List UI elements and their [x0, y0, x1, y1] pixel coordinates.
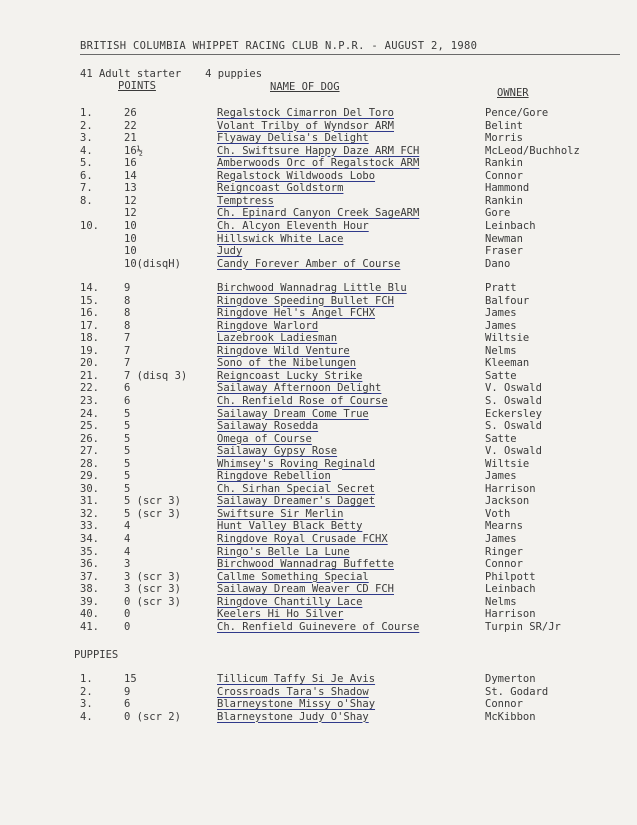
- place-cell: 18.: [80, 332, 99, 345]
- points-cell: 5: [124, 445, 131, 458]
- dog-name-cell: Regalstock Wildwoods Lobo: [217, 169, 376, 182]
- points-cell: 7 (disq 3): [124, 369, 188, 382]
- points-cell: 21: [124, 132, 137, 145]
- owner-cell: St. Godard: [485, 685, 549, 698]
- result-row: [0, 546, 637, 558]
- place-cell: 22.: [80, 382, 99, 395]
- place-cell: 5.: [80, 157, 93, 170]
- dog-name-cell: Tillicum Taffy Si Je Avis: [217, 673, 376, 685]
- result-row: [0, 420, 637, 432]
- owner-cell: Connor: [485, 698, 523, 711]
- result-row: [0, 583, 637, 595]
- dog-name-cell: Flyaway Delisa's Delight: [217, 132, 369, 145]
- result-row: [0, 596, 637, 608]
- owner-cell: Voth: [485, 507, 511, 520]
- owner-cell: Harrison: [485, 608, 536, 621]
- owner-cell: Fraser: [485, 245, 523, 258]
- points-cell: 3 (scr 3): [124, 583, 181, 596]
- dog-name-cell: Hunt Valley Black Betty: [217, 520, 363, 533]
- points-cell: 8: [124, 319, 131, 332]
- owner-header: OWNER: [497, 87, 529, 99]
- result-row: [0, 698, 637, 710]
- owner-cell: Leinbach: [485, 219, 536, 232]
- place-cell: 33.: [80, 520, 99, 533]
- dog-name-cell: Ringdove Speeding Bullet FCH: [217, 294, 395, 307]
- owner-cell: Nelms: [485, 344, 517, 357]
- place-cell: 34.: [80, 533, 99, 545]
- points-cell: 0 (scr 2): [124, 710, 181, 723]
- dog-name-cell: Ringdove Warlord: [217, 319, 319, 332]
- points-cell: 4: [124, 533, 131, 545]
- owner-cell: Pence/Gore: [485, 107, 549, 119]
- place-cell: 30.: [80, 482, 99, 495]
- dog-name-cell: Sailaway Gypsy Rose: [217, 445, 338, 458]
- owner-cell: Philpott: [485, 570, 536, 583]
- dog-name-cell: Blarneystone Judy O'Shay: [217, 710, 369, 723]
- place-cell: 17.: [80, 319, 99, 332]
- place-cell: 21.: [80, 369, 99, 382]
- points-cell: 16½: [124, 144, 143, 157]
- place-cell: 15.: [80, 294, 99, 307]
- points-cell: 10: [124, 219, 137, 232]
- title-rule: [80, 54, 620, 55]
- points-cell: 14: [124, 169, 137, 182]
- result-row: [0, 433, 637, 445]
- points-cell: 16: [124, 157, 137, 170]
- result-row: [0, 207, 637, 219]
- owner-cell: James: [485, 307, 517, 320]
- owner-cell: Dano: [485, 257, 511, 270]
- dog-name-cell: Lazebrook Ladiesman: [217, 332, 338, 345]
- result-row: [0, 458, 637, 470]
- result-row: [0, 495, 637, 507]
- points-cell: 9: [124, 282, 131, 294]
- result-row: [0, 307, 637, 319]
- place-cell: 35.: [80, 545, 99, 558]
- result-row: [0, 621, 637, 633]
- points-cell: 5: [124, 407, 131, 420]
- dog-name-cell: Hillswick White Lace: [217, 232, 344, 245]
- dog-name-cell: Callme Something Special: [217, 570, 369, 583]
- place-cell: 1.: [80, 673, 93, 685]
- points-cell: 3: [124, 558, 131, 571]
- owner-cell: Connor: [485, 169, 523, 182]
- place-cell: 3.: [80, 132, 93, 145]
- place-cell: 8.: [80, 194, 93, 207]
- dog-name-cell: Swiftsure Sir Merlin: [217, 507, 344, 520]
- dog-name-cell: Candy Forever Amber of Course: [217, 257, 401, 270]
- result-row: [0, 220, 637, 232]
- points-cell: 10: [124, 245, 137, 258]
- points-cell: 15: [124, 673, 137, 685]
- result-row: [0, 107, 637, 119]
- points-cell: 7: [124, 332, 131, 345]
- place-cell: 36.: [80, 558, 99, 571]
- owner-cell: James: [485, 533, 517, 545]
- result-row: [0, 245, 637, 257]
- points-cell: 10: [124, 232, 137, 245]
- owner-cell: Rankin: [485, 194, 523, 207]
- dog-name-cell: Judy: [217, 245, 243, 258]
- points-cell: 5: [124, 470, 131, 483]
- dog-name-cell: Regalstock Cimarron Del Toro: [217, 107, 395, 119]
- place-cell: 31.: [80, 495, 99, 508]
- points-cell: 7: [124, 357, 131, 370]
- points-header: POINTS: [118, 80, 156, 92]
- result-row: [0, 195, 637, 207]
- owner-cell: V. Oswald: [485, 445, 542, 458]
- owner-cell: Balfour: [485, 294, 530, 307]
- points-cell: 0 (scr 3): [124, 595, 181, 608]
- place-cell: 2.: [80, 119, 93, 132]
- points-cell: 8: [124, 294, 131, 307]
- owner-cell: Gore: [485, 207, 511, 220]
- owner-cell: Dymerton: [485, 673, 536, 685]
- dog-name-cell: Reigncoast Lucky Strike: [217, 369, 363, 382]
- owner-cell: Wiltsie: [485, 457, 530, 470]
- dog-name-cell: Birchwood Wannadrag Little Blu: [217, 282, 407, 294]
- result-row: [0, 508, 637, 520]
- points-cell: 10(disqH): [124, 257, 181, 270]
- owner-cell: Connor: [485, 558, 523, 571]
- owner-cell: Satte: [485, 369, 517, 382]
- result-row: [0, 571, 637, 583]
- place-cell: 20.: [80, 357, 99, 370]
- result-row: [0, 483, 637, 495]
- owner-cell: James: [485, 319, 517, 332]
- points-cell: 12: [124, 194, 137, 207]
- dog-name-cell: Blarneystone Missy o'Shay: [217, 698, 376, 711]
- dog-name-cell: Ringdove Royal Crusade FCHX: [217, 533, 388, 545]
- owner-cell: V. Oswald: [485, 382, 542, 395]
- adult-starter-count: 41 Adult starter: [80, 68, 182, 80]
- owner-cell: Wiltsie: [485, 332, 530, 345]
- place-cell: 25.: [80, 420, 99, 433]
- place-cell: 4.: [80, 710, 93, 723]
- result-row: [0, 182, 637, 194]
- result-row: [0, 120, 637, 132]
- result-row: [0, 332, 637, 344]
- dog-name-cell: Keelers Hi Ho Silver: [217, 608, 344, 621]
- owner-cell: S. Oswald: [485, 394, 542, 407]
- points-cell: 22: [124, 119, 137, 132]
- points-cell: 5 (scr 3): [124, 495, 181, 508]
- owner-cell: Mearns: [485, 520, 523, 533]
- owner-cell: Harrison: [485, 482, 536, 495]
- result-row: [0, 445, 637, 457]
- place-cell: 39.: [80, 595, 99, 608]
- points-cell: 0: [124, 608, 131, 621]
- owner-cell: Hammond: [485, 182, 530, 195]
- place-cell: 4.: [80, 144, 93, 157]
- points-cell: 8: [124, 307, 131, 320]
- place-cell: 14.: [80, 282, 99, 294]
- owner-cell: Satte: [485, 432, 517, 445]
- owner-cell: Nelms: [485, 595, 517, 608]
- place-cell: 27.: [80, 445, 99, 458]
- points-cell: 6: [124, 382, 131, 395]
- result-row: [0, 258, 637, 270]
- result-row: [0, 686, 637, 698]
- dog-name-header: NAME OF DOG: [270, 81, 340, 93]
- place-cell: 3.: [80, 698, 93, 711]
- place-cell: 7.: [80, 182, 93, 195]
- owner-cell: Pratt: [485, 282, 517, 294]
- points-cell: 6: [124, 394, 131, 407]
- place-cell: 23.: [80, 394, 99, 407]
- place-cell: 37.: [80, 570, 99, 583]
- owner-cell: Rankin: [485, 157, 523, 170]
- dog-name-cell: Volant Trilby of Wyndsor ARM: [217, 119, 395, 132]
- points-cell: 5: [124, 432, 131, 445]
- place-cell: 26.: [80, 432, 99, 445]
- dog-name-cell: Temptress: [217, 194, 274, 207]
- owner-cell: Kleeman: [485, 357, 530, 370]
- dog-name-cell: Ch. Renfield Guinevere of Course: [217, 620, 420, 633]
- dog-name-cell: Crossroads Tara's Shadow: [217, 685, 369, 698]
- dog-name-cell: Ringdove Rebellion: [217, 470, 331, 483]
- place-cell: 41.: [80, 620, 99, 633]
- dog-name-cell: Sailaway Dream Come True: [217, 407, 369, 420]
- points-cell: 7: [124, 344, 131, 357]
- owner-cell: S. Oswald: [485, 420, 542, 433]
- result-row: [0, 395, 637, 407]
- place-cell: 1.: [80, 107, 93, 119]
- dog-name-cell: Sono of the Nibelungen: [217, 357, 357, 370]
- result-row: [0, 132, 637, 144]
- result-row: [0, 558, 637, 570]
- result-row: [0, 145, 637, 157]
- result-row: [0, 533, 637, 545]
- result-row: [0, 157, 637, 169]
- owner-cell: Eckersley: [485, 407, 542, 420]
- dog-name-cell: Ch. Renfield Rose of Course: [217, 394, 388, 407]
- points-cell: 5: [124, 420, 131, 433]
- page-title: BRITISH COLUMBIA WHIPPET RACING CLUB N.P.R. - AUGUST 2, 1980: [80, 40, 478, 52]
- result-row: [0, 382, 637, 394]
- points-cell: 5 (scr 3): [124, 507, 181, 520]
- owner-cell: McKibbon: [485, 710, 536, 723]
- points-cell: 12: [124, 207, 137, 220]
- place-cell: 10.: [80, 219, 99, 232]
- result-row: [0, 170, 637, 182]
- place-cell: 32.: [80, 507, 99, 520]
- owner-cell: Leinbach: [485, 583, 536, 596]
- puppy-count: 4 puppies: [205, 68, 263, 80]
- result-row: [0, 345, 637, 357]
- result-row: [0, 711, 637, 723]
- result-row: [0, 295, 637, 307]
- dog-name-cell: Ringdove Hel's Angel FCHX: [217, 307, 376, 320]
- points-cell: 4: [124, 520, 131, 533]
- place-cell: 19.: [80, 344, 99, 357]
- dog-name-cell: Ch. Swiftsure Happy Daze ARM FCH: [217, 144, 420, 157]
- result-row: [0, 370, 637, 382]
- result-row: [0, 470, 637, 482]
- owner-cell: McLeod/Buchholz: [485, 144, 580, 157]
- dog-name-cell: Birchwood Wannadrag Buffette: [217, 558, 395, 571]
- points-cell: 26: [124, 107, 137, 119]
- owner-cell: Jackson: [485, 495, 530, 508]
- owner-cell: Newman: [485, 232, 523, 245]
- result-row: [0, 233, 637, 245]
- place-cell: 40.: [80, 608, 99, 621]
- dog-name-cell: Amberwoods Orc of Regalstock ARM: [217, 157, 420, 170]
- place-cell: 6.: [80, 169, 93, 182]
- points-cell: 5: [124, 482, 131, 495]
- owner-cell: Turpin SR/Jr: [485, 620, 561, 633]
- result-row: [0, 282, 637, 294]
- place-cell: 28.: [80, 457, 99, 470]
- dog-name-cell: Ch. Epinard Canyon Creek SageARM: [217, 207, 420, 220]
- place-cell: 24.: [80, 407, 99, 420]
- points-cell: 0: [124, 620, 131, 633]
- dog-name-cell: Whimsey's Roving Reginald: [217, 457, 376, 470]
- owner-cell: James: [485, 470, 517, 483]
- result-row: [0, 608, 637, 620]
- result-row: [0, 408, 637, 420]
- dog-name-cell: Ringo's Belle La Lune: [217, 545, 350, 558]
- dog-name-cell: Ringdove Chantilly Lace: [217, 595, 363, 608]
- dog-name-cell: Omega of Course: [217, 432, 312, 445]
- place-cell: 16.: [80, 307, 99, 320]
- owner-cell: Ringer: [485, 545, 523, 558]
- owner-cell: Belint: [485, 119, 523, 132]
- place-cell: 2.: [80, 685, 93, 698]
- puppies-section-label: PUPPIES: [74, 649, 119, 661]
- place-cell: 29.: [80, 470, 99, 483]
- dog-name-cell: Sailaway Afternoon Delight: [217, 382, 382, 395]
- points-cell: 6: [124, 698, 131, 711]
- points-cell: 4: [124, 545, 131, 558]
- points-cell: 9: [124, 685, 131, 698]
- result-row: [0, 520, 637, 532]
- result-row: [0, 673, 637, 685]
- place-cell: 38.: [80, 583, 99, 596]
- dog-name-cell: Ringdove Wild Venture: [217, 344, 350, 357]
- dog-name-cell: Sailaway Dream Weaver CD FCH: [217, 583, 395, 596]
- points-cell: 5: [124, 457, 131, 470]
- owner-cell: Morris: [485, 132, 523, 145]
- dog-name-cell: Reigncoast Goldstorm: [217, 182, 344, 195]
- dog-name-cell: Sailaway Dreamer's Dagget: [217, 495, 376, 508]
- dog-name-cell: Sailaway Rosedda: [217, 420, 319, 433]
- result-row: [0, 320, 637, 332]
- points-cell: 3 (scr 3): [124, 570, 181, 583]
- dog-name-cell: Ch. Sirhan Special Secret: [217, 482, 376, 495]
- points-cell: 13: [124, 182, 137, 195]
- dog-name-cell: Ch. Alcyon Eleventh Hour: [217, 219, 369, 232]
- starter-summary: [80, 68, 262, 80]
- result-row: [0, 357, 637, 369]
